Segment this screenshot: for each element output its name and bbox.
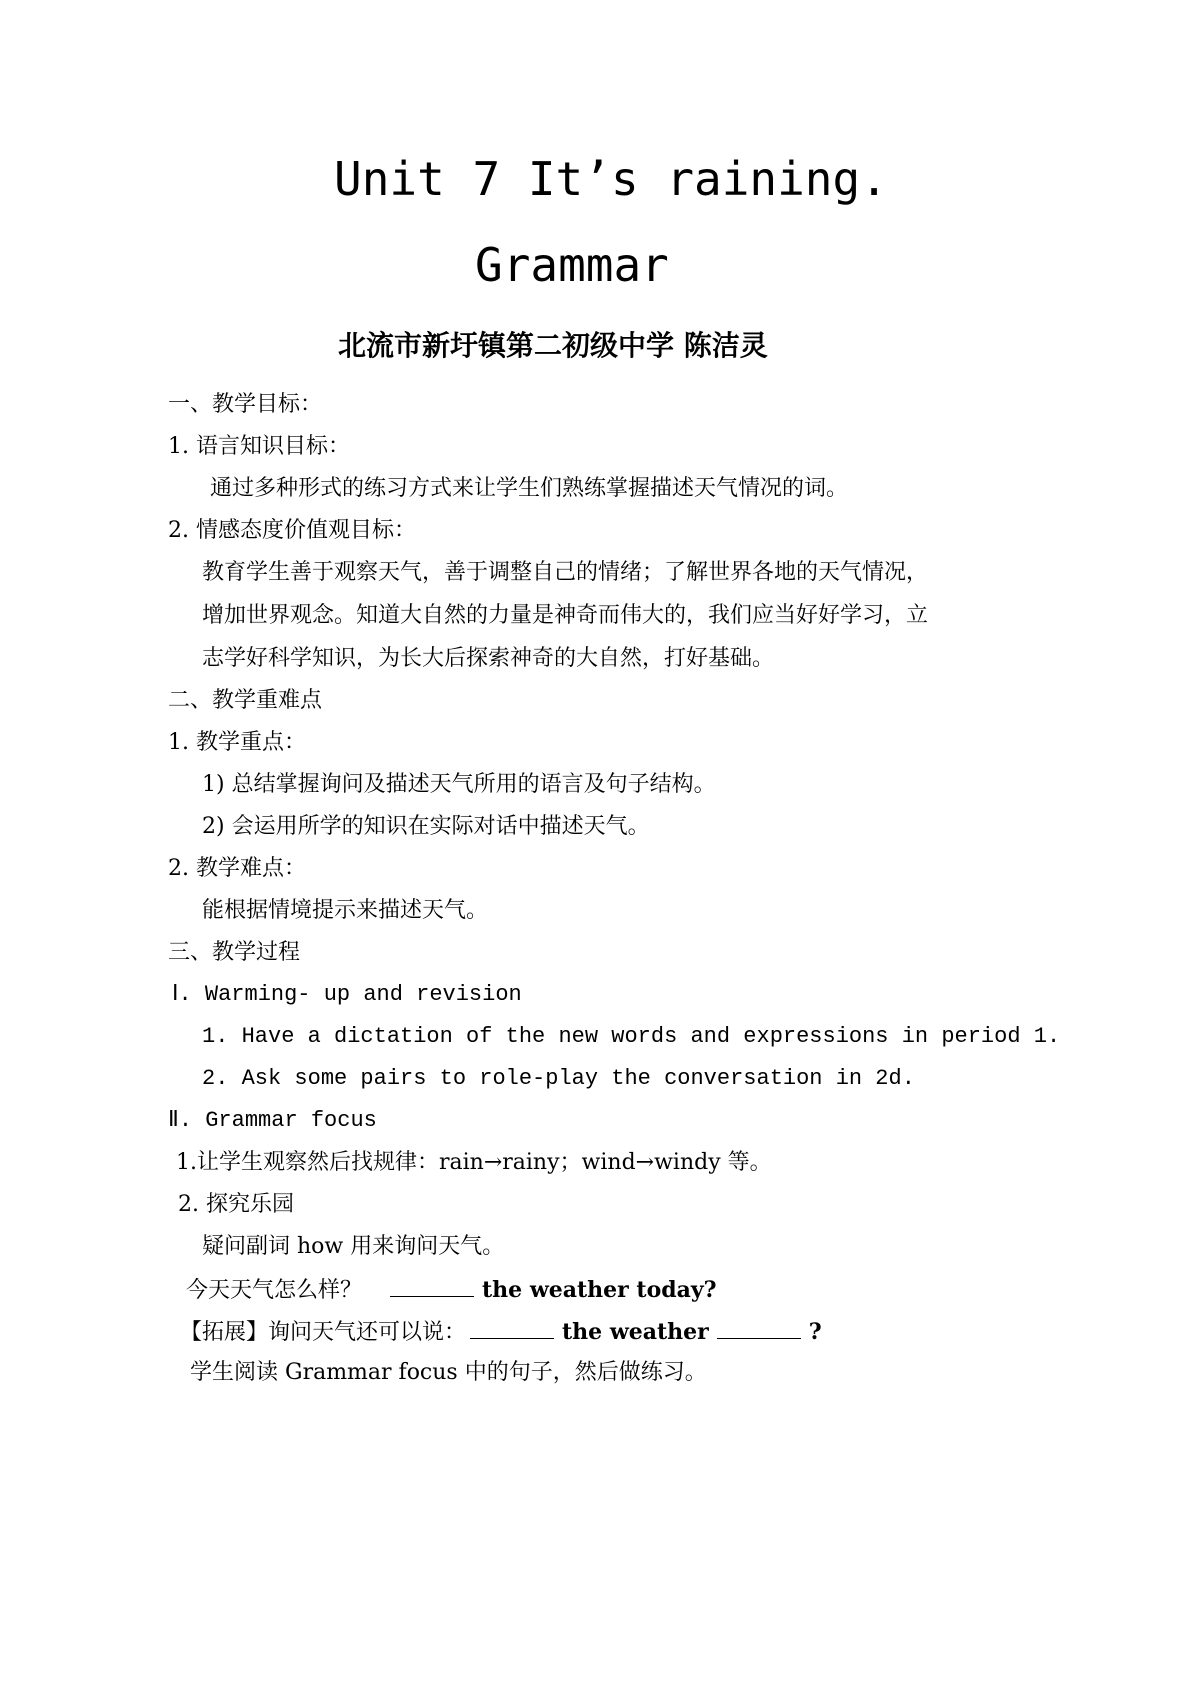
step-heading: Ⅱ. Grammar focus bbox=[168, 1108, 377, 1133]
document-title: Unit 7 It’s raining. bbox=[334, 152, 888, 206]
subsection-heading: 2. 教学难点： bbox=[168, 856, 306, 881]
paragraph-line: 志学好科学知识，为长大后探索神奇的大自然，打好基础。 bbox=[202, 646, 775, 671]
answer-blank bbox=[470, 1320, 554, 1339]
section-heading: 二、教学重难点 bbox=[168, 688, 323, 713]
exercise-question-2 bbox=[180, 1320, 822, 1344]
list-item: 2. Ask some pairs to role-play the conversation in 2d. bbox=[202, 1066, 915, 1091]
step-heading: Ⅰ. Warming- up and revision bbox=[172, 982, 522, 1007]
document-subtitle: Grammar bbox=[475, 238, 669, 292]
question-prefix: 【拓展】询问天气还可以说： bbox=[180, 1320, 467, 1345]
paragraph-line: 疑问副词 how 用来询问天气。 bbox=[202, 1234, 505, 1259]
question-english: the weather bbox=[562, 1319, 709, 1345]
paragraph-line: 增加世界观念。知道大自然的力量是神奇而伟大的，我们应当好好学习，立 bbox=[202, 603, 929, 628]
question-chinese: 今天天气怎么样？ bbox=[186, 1278, 363, 1303]
question-english: the weather today? bbox=[482, 1277, 717, 1303]
exercise-question-1 bbox=[186, 1278, 717, 1302]
subsection-heading: 1. 教学重点： bbox=[168, 730, 306, 755]
paragraph-line: 通过多种形式的练习方式来让学生们熟练掌握描述天气情况的词。 bbox=[210, 476, 849, 501]
section-heading: 三、教学过程 bbox=[168, 940, 301, 965]
section-heading: 一、教学目标： bbox=[168, 392, 323, 417]
question-end: ? bbox=[808, 1319, 822, 1345]
subsection-heading: 2. 情感态度价值观目标： bbox=[168, 518, 416, 543]
subsection-heading: 1. 语言知识目标： bbox=[168, 434, 350, 459]
list-item: 1. Have a dictation of the new words and expressions in period 1. bbox=[202, 1024, 1061, 1049]
answer-blank bbox=[390, 1278, 474, 1297]
paragraph-line: 教育学生善于观察天气，善于调整自己的情绪；了解世界各地的天气情况， bbox=[202, 560, 929, 585]
paragraph-line: 学生阅读 Grammar focus 中的句子，然后做练习。 bbox=[190, 1360, 707, 1385]
list-item: 2) 会运用所学的知识在实际对话中描述天气。 bbox=[202, 814, 650, 839]
paragraph-line: 能根据情境提示来描述天气。 bbox=[202, 898, 489, 923]
answer-blank bbox=[717, 1320, 801, 1339]
list-item: 2. 探究乐园 bbox=[178, 1192, 294, 1217]
school-author: 北流市新圩镇第二初级中学 陈洁灵 bbox=[338, 329, 768, 362]
list-item: 1.让学生观察然后找规律：rain→rainy；wind→windy 等。 bbox=[176, 1150, 772, 1175]
list-item: 1) 总结掌握询问及描述天气所用的语言及句子结构。 bbox=[202, 772, 716, 797]
